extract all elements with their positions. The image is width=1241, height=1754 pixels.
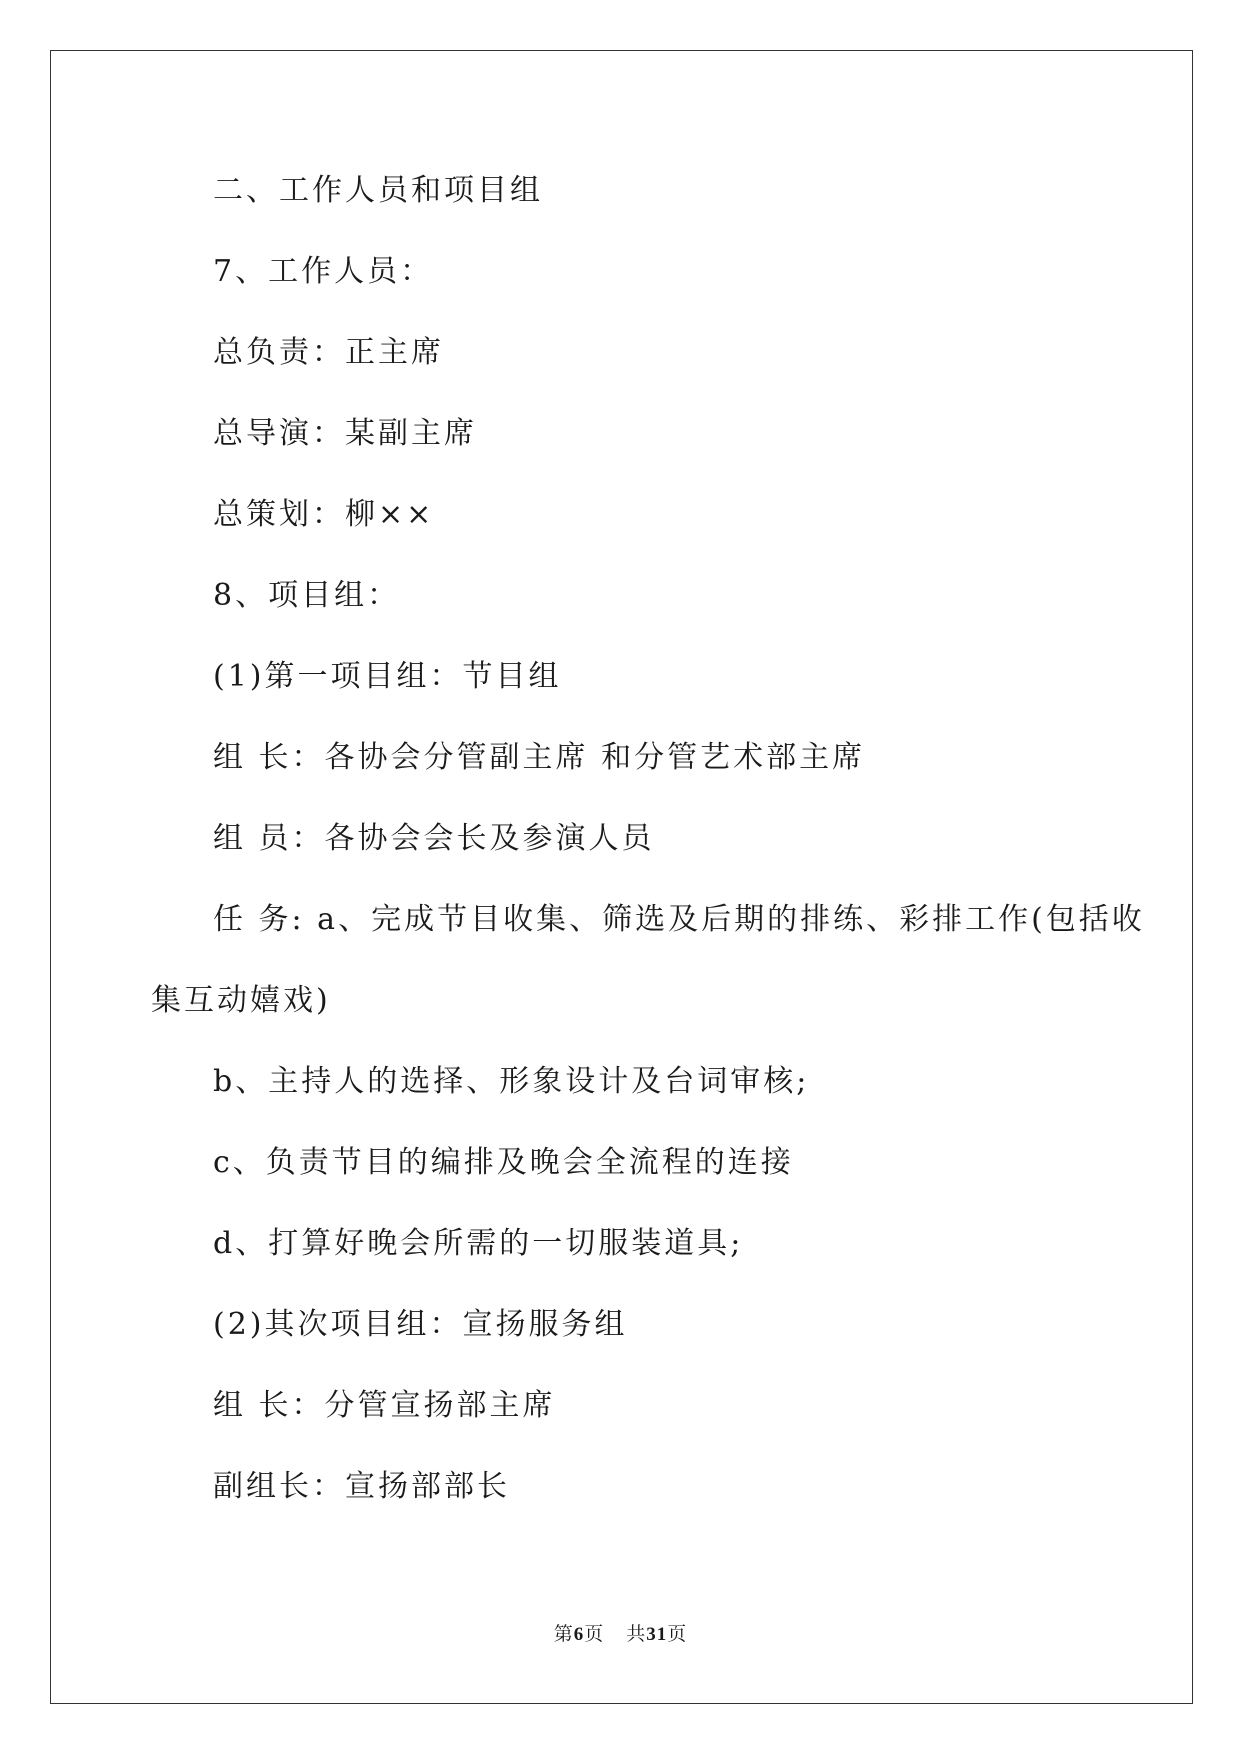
footer-prefix: 第 xyxy=(553,1623,574,1645)
page-number: 6 xyxy=(573,1624,585,1645)
paragraph-line: 组 长：分管宣扬部主席 xyxy=(213,1388,556,1423)
paragraph-line: 总策划：柳×× xyxy=(213,497,435,532)
paragraph-line: (1)第一项目组：节目组 xyxy=(213,659,562,694)
section-heading: 二、工作人员和项目组 xyxy=(213,173,543,208)
paragraph-line: 副组长：宣扬部部长 xyxy=(213,1469,510,1504)
paragraph-line: d、打算好晚会所需的一切服装道具; xyxy=(213,1226,744,1261)
page-frame xyxy=(50,50,1193,1704)
paragraph-line: 组 长：各协会分管副主席 和分管艺术部主席 xyxy=(213,740,866,775)
total-pages: 31 xyxy=(646,1624,668,1645)
paragraph-line: 总负责：正主席 xyxy=(213,335,444,370)
paragraph-line: 任 务: a、完成节目收集、筛选及后期的排练、彩排工作(包括收 xyxy=(213,902,1145,937)
page-footer xyxy=(0,1622,1241,1647)
footer-page-suffix: 页 xyxy=(584,1623,605,1645)
paragraph-line: b、主持人的选择、形象设计及台词审核; xyxy=(213,1064,810,1099)
paragraph-line: (2)其次项目组：宣扬服务组 xyxy=(213,1307,628,1342)
paragraph-line: 组 员：各协会会长及参演人员 xyxy=(213,821,655,856)
subsection-heading: 7、工作人员： xyxy=(213,254,434,289)
subsection-heading: 8、项目组： xyxy=(213,578,401,613)
paragraph-line: 总导演：某副主席 xyxy=(213,416,477,451)
paragraph-line: c、负责节目的编排及晚会全流程的连接 xyxy=(213,1145,794,1180)
paragraph-line: 集互动嬉戏) xyxy=(151,983,331,1018)
footer-total-prefix: 共 xyxy=(626,1623,647,1645)
footer-total-suffix: 页 xyxy=(667,1623,688,1645)
